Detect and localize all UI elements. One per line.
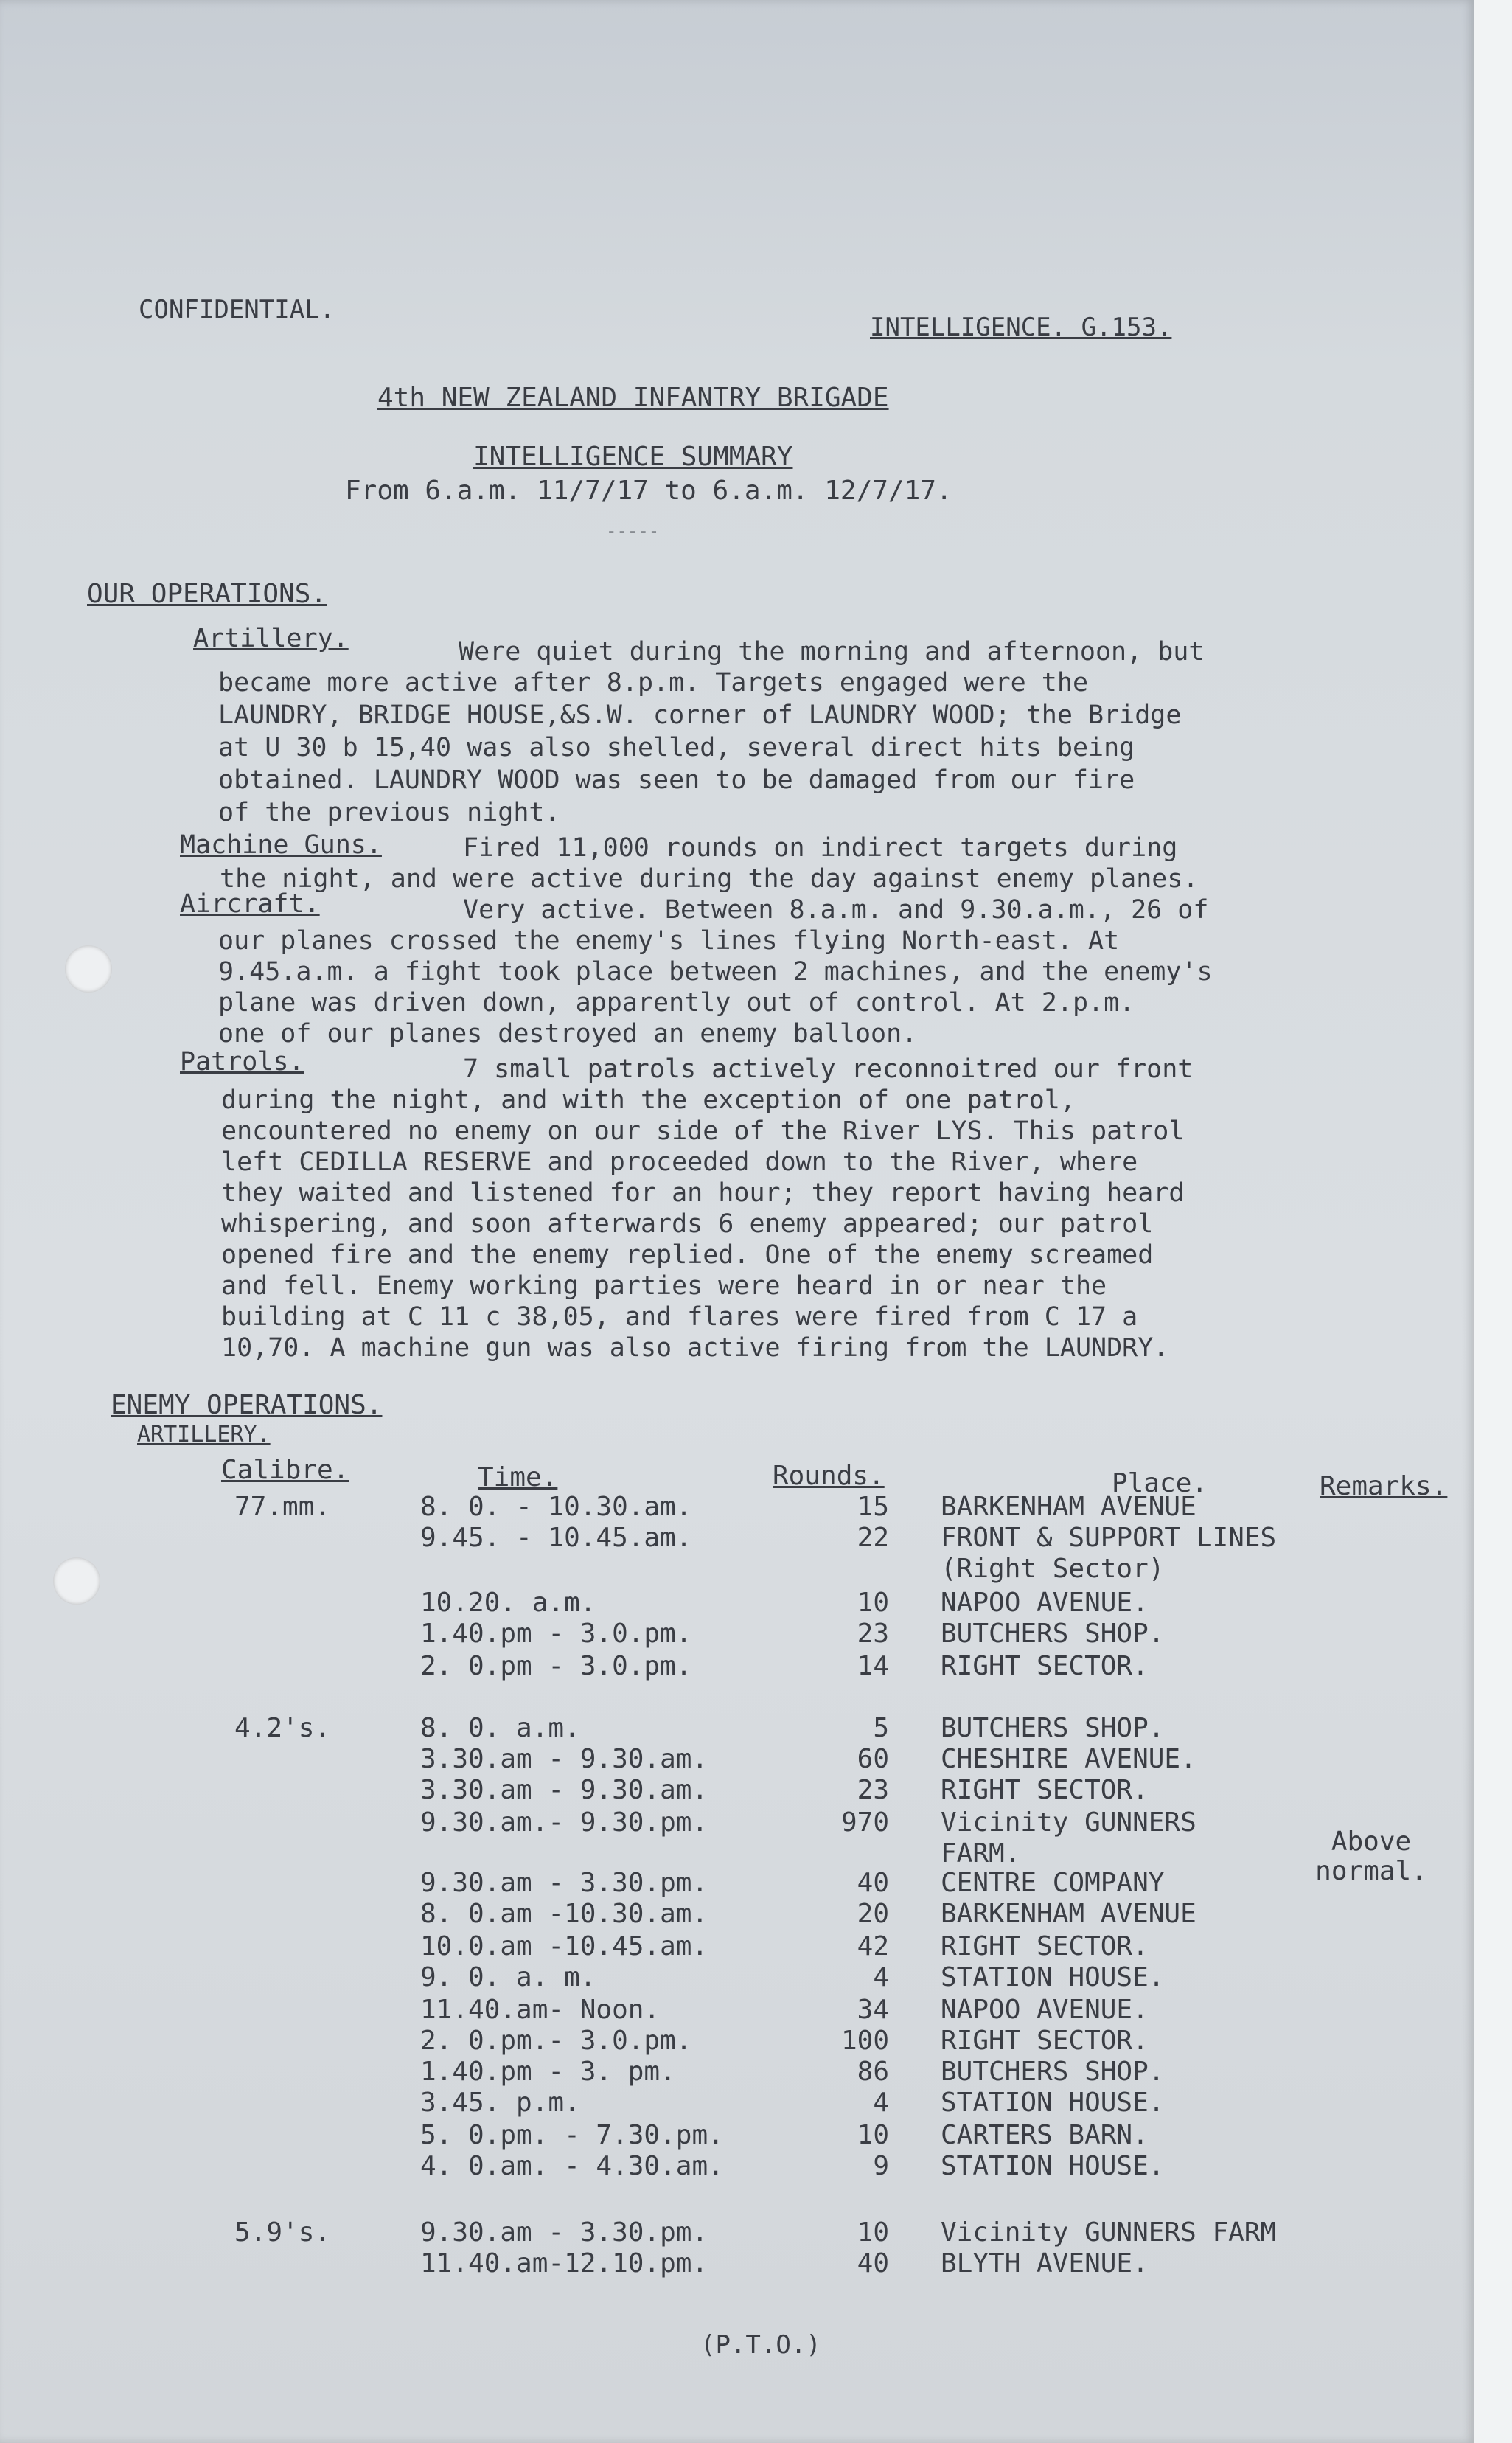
artillery-line: Were quiet during the morning and afternoon, but xyxy=(459,637,1205,667)
row-place: BARKENHAM AVENUE xyxy=(941,1899,1196,1929)
artillery-line: at U 30 b 15,40 was also shelled, several direct hits being xyxy=(218,733,1135,762)
row-rounds: 15 xyxy=(857,1492,889,1522)
artillery-line: became more active after 8.p.m. Targets engaged were the xyxy=(218,668,1089,698)
row-place: BLYTH AVENUE. xyxy=(941,2248,1149,2279)
row-calibre: 5.9's. xyxy=(234,2217,331,2248)
row-time: 2. 0.pm - 3.0.pm. xyxy=(420,1651,692,1681)
patrols-line: opened fire and the enemy replied. One of the enemy screamed xyxy=(221,1240,1154,1270)
patrols-line: whispering, and soon afterwards 6 enemy appeared; our patrol xyxy=(221,1209,1154,1239)
row-time: 11.40.am- Noon. xyxy=(420,1995,661,2025)
row-time: 9.30.am - 3.30.pm. xyxy=(420,1868,708,1898)
row-rounds: 10 xyxy=(857,2217,889,2248)
row-rounds: 9 xyxy=(873,2151,889,2181)
machine-guns-line: the night, and were active during the day against enemy planes. xyxy=(220,864,1199,894)
row-rounds: 970 xyxy=(840,1807,889,1838)
patrols-label: Patrols. xyxy=(180,1047,304,1077)
row-rounds: 23 xyxy=(857,1619,889,1649)
row-rounds: 40 xyxy=(857,1868,889,1898)
artillery-line: obtained. LAUNDRY WOOD was seen to be damaged from our fire xyxy=(218,765,1135,795)
column-header-place: Place. xyxy=(1112,1468,1208,1498)
row-place: FRONT & SUPPORT LINES xyxy=(941,1523,1277,1553)
row-calibre: 77.mm. xyxy=(234,1492,331,1522)
confidential-label: CONFIDENTIAL. xyxy=(139,295,335,324)
row-time: 1.40.pm - 3.0.pm. xyxy=(420,1619,692,1649)
column-header-remarks: Remarks. xyxy=(1320,1471,1448,1501)
row-rounds: 4 xyxy=(873,2088,889,2118)
enemy-artillery-subheading: ARTILLERY. xyxy=(137,1422,271,1448)
row-time: 2. 0.pm.- 3.0.pm. xyxy=(420,2026,692,2056)
row-place-continued: (Right Sector) xyxy=(941,1554,1165,1584)
row-place: BARKENHAM AVENUE xyxy=(941,1492,1196,1522)
row-place: RIGHT SECTOR. xyxy=(941,1931,1149,1961)
row-place: NAPOO AVENUE. xyxy=(941,1588,1149,1618)
row-rounds: 22 xyxy=(857,1523,889,1553)
column-header-time: Time. xyxy=(478,1462,558,1492)
row-rounds: 10 xyxy=(857,2120,889,2150)
row-rounds: 10 xyxy=(857,1588,889,1618)
column-header-calibre: Calibre. xyxy=(221,1455,349,1485)
row-rounds: 34 xyxy=(857,1995,889,2025)
row-time: 10.20. a.m. xyxy=(420,1588,596,1618)
row-calibre: 4.2's. xyxy=(234,1713,331,1743)
row-place: RIGHT SECTOR. xyxy=(941,2026,1149,2056)
row-place: Vicinity GUNNERS FARM xyxy=(941,2217,1277,2248)
patrols-line: building at C 11 c 38,05, and flares were fired from C 17 a xyxy=(221,1302,1138,1332)
row-place: BUTCHERS SHOP. xyxy=(941,1619,1165,1649)
row-place: Vicinity GUNNERS xyxy=(941,1807,1196,1838)
row-rounds: 14 xyxy=(857,1651,889,1681)
row-remarks: Above normal. xyxy=(1315,1827,1427,1886)
patrols-line: during the night, and with the exception of one patrol, xyxy=(221,1085,1076,1115)
machine-guns-line: Fired 11,000 rounds on indirect targets during xyxy=(463,833,1178,863)
row-place: NAPOO AVENUE. xyxy=(941,1995,1149,2025)
patrols-line: left CEDILLA RESERVE and proceeded down to the River, where xyxy=(221,1147,1138,1177)
patrols-line: 10,70. A machine gun was also active firing from the LAUNDRY. xyxy=(221,1333,1169,1363)
row-rounds: 20 xyxy=(857,1899,889,1929)
row-time: 9. 0. a. m. xyxy=(420,1962,596,1992)
patrols-line: they waited and listened for an hour; they report having heard xyxy=(221,1178,1185,1208)
row-time: 4. 0.am. - 4.30.am. xyxy=(420,2151,724,2181)
row-rounds: 23 xyxy=(857,1775,889,1805)
row-place: STATION HOUSE. xyxy=(941,1962,1165,1992)
summary-period: From 6.a.m. 11/7/17 to 6.a.m. 12/7/17. xyxy=(345,476,952,506)
row-rounds: 5 xyxy=(873,1713,889,1743)
summary-title: INTELLIGENCE SUMMARY xyxy=(473,442,793,472)
aircraft-line: Very active. Between 8.a.m. and 9.30.a.m., 26 of xyxy=(463,895,1209,925)
artillery-line: of the previous night. xyxy=(218,798,560,827)
aircraft-line: one of our planes destroyed an enemy balloon. xyxy=(218,1019,918,1049)
aircraft-line: our planes crossed the enemy's lines flying North-east. At xyxy=(218,926,1120,956)
row-time: 3.30.am - 9.30.am. xyxy=(420,1744,708,1774)
patrols-line: encountered no enemy on our side of the River LYS. This patrol xyxy=(221,1116,1185,1146)
patrols-line: 7 small patrols actively reconnoitred our front xyxy=(463,1054,1194,1084)
row-place: CENTRE COMPANY xyxy=(941,1868,1165,1898)
row-place: CARTERS BARN. xyxy=(941,2120,1149,2150)
row-time: 5. 0.pm. - 7.30.pm. xyxy=(420,2120,724,2150)
row-place: BUTCHERS SHOP. xyxy=(941,1713,1165,1743)
artillery-label: Artillery. xyxy=(193,624,349,653)
row-time: 8. 0. a.m. xyxy=(420,1713,580,1743)
aircraft-line: plane was driven down, apparently out of control. At 2.p.m. xyxy=(218,988,1135,1018)
row-place: BUTCHERS SHOP. xyxy=(941,2057,1165,2087)
row-place: STATION HOUSE. xyxy=(941,2151,1165,2181)
row-place: CHESHIRE AVENUE. xyxy=(941,1744,1196,1774)
row-time: 3.45. p.m. xyxy=(420,2088,580,2118)
brigade-title: 4th NEW ZEALAND INFANTRY BRIGADE xyxy=(377,383,889,413)
machine-guns-label: Machine Guns. xyxy=(180,830,382,860)
row-time: 11.40.am-12.10.pm. xyxy=(420,2248,708,2279)
heading-rule: ----- xyxy=(606,521,660,541)
row-place-continued: FARM. xyxy=(941,1838,1021,1869)
row-time: 3.30.am - 9.30.am. xyxy=(420,1775,708,1805)
aircraft-label: Aircraft. xyxy=(180,889,320,919)
our-operations-heading: OUR OPERATIONS. xyxy=(87,579,327,609)
row-rounds: 100 xyxy=(840,2026,889,2056)
row-rounds: 40 xyxy=(857,2248,889,2279)
column-header-rounds: Rounds. xyxy=(773,1461,885,1491)
row-time: 8. 0.am -10.30.am. xyxy=(420,1899,708,1929)
row-place: RIGHT SECTOR. xyxy=(941,1775,1149,1805)
row-time: 9.30.am - 3.30.pm. xyxy=(420,2217,708,2248)
row-rounds: 42 xyxy=(857,1931,889,1961)
artillery-line: LAUNDRY, BRIDGE HOUSE,&S.W. corner of LAUNDRY WOOD; the Bridge xyxy=(218,701,1182,730)
patrols-line: and fell. Enemy working parties were heard in or near the xyxy=(221,1271,1107,1301)
row-rounds: 86 xyxy=(857,2057,889,2087)
punch-hole xyxy=(53,1557,100,1605)
row-rounds: 60 xyxy=(857,1744,889,1774)
row-time: 1.40.pm - 3. pm. xyxy=(420,2057,676,2087)
row-time: 10.0.am -10.45.am. xyxy=(420,1931,708,1961)
enemy-operations-heading: ENEMY OPERATIONS. xyxy=(111,1390,383,1420)
row-time: 9.30.am.- 9.30.pm. xyxy=(420,1807,708,1838)
punch-hole xyxy=(65,945,112,993)
page-turn-note: (P.T.O.) xyxy=(700,2330,821,2360)
aircraft-line: 9.45.a.m. a fight took place between 2 machines, and the enemy's xyxy=(218,957,1213,987)
row-rounds: 4 xyxy=(873,1962,889,1992)
row-time: 9.45. - 10.45.am. xyxy=(420,1523,692,1553)
row-place: STATION HOUSE. xyxy=(941,2088,1165,2118)
row-place: RIGHT SECTOR. xyxy=(941,1651,1149,1681)
document-reference: INTELLIGENCE. G.153. xyxy=(870,313,1172,342)
row-time: 8. 0. - 10.30.am. xyxy=(420,1492,692,1522)
page-edge xyxy=(1474,0,1512,2443)
